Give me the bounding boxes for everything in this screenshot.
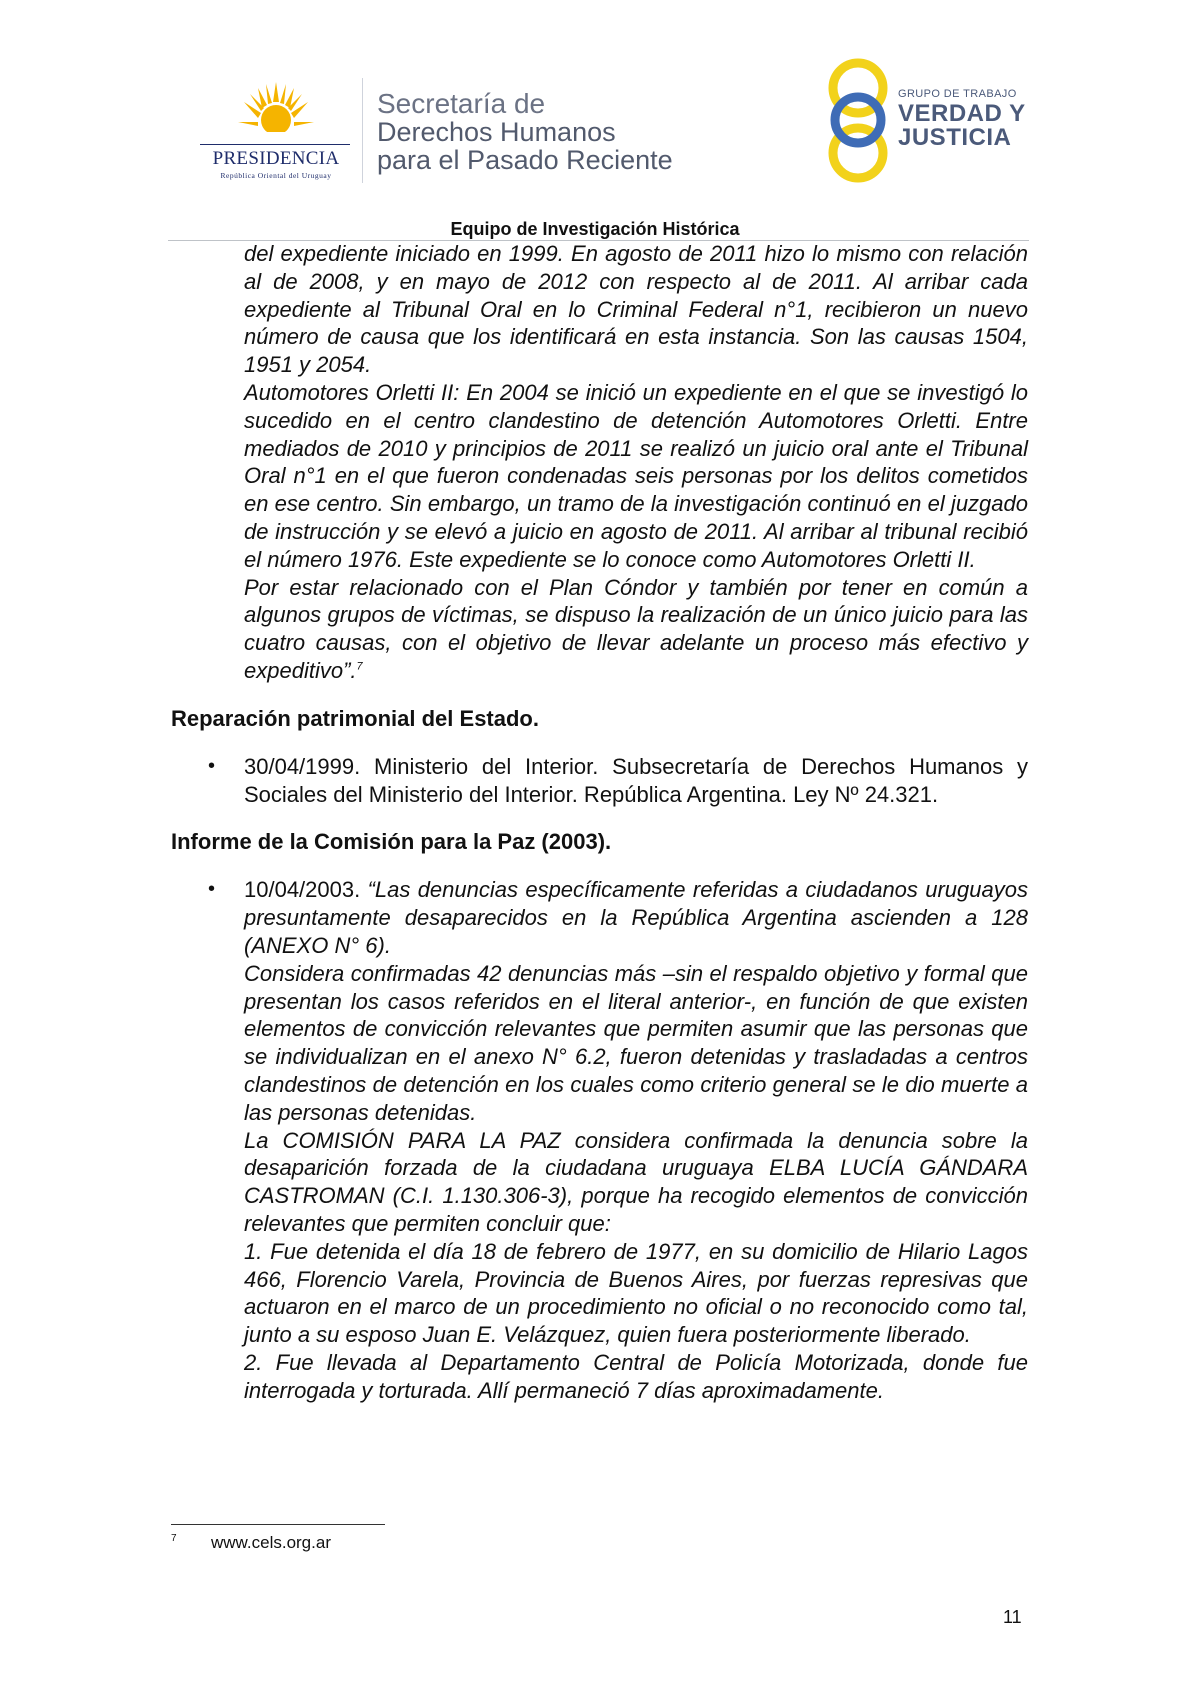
rings-icon [820,58,896,183]
header-divider [362,78,363,183]
presidencia-subtitle: República Oriental del Uruguay [220,171,332,180]
verdad-justicia-title [898,102,1026,150]
presidencia-title: PRESIDENCIA [212,148,340,169]
footnote-link[interactable]: www.cels.org.ar [211,1533,331,1552]
footnote-divider [171,1524,385,1525]
plan-condor-text: Por estar relacionado con el Plan Cóndor y también por tener en común a algunos grupos de víctimas, se dispuso la realización de un único juicio para las cuatro causas, con el objetivo de llevar adelante un proceso más efectivo y expeditivo”. [244,574,1028,683]
footnote-ref: 7 [356,660,363,673]
bullet-quote: “Las denuncias específicamente referidas a ciudadanos uruguayos presuntamente desaparecidos en la República Argentina ascienden a 128 (ANEXO N° 6). [244,877,1028,958]
paragraph-tortura: 2. Fue llevada al Departamento Central de Policía Motorizada, donde fue interrogada y torturada. Allí permaneció 7 días aproximadamente. [244,1349,1028,1403]
verdad-line: VERDAD Y [898,100,1026,127]
paragraph-detencion: 1. Fue detenida el día 18 de febrero de 1977, en su domicilio de Hilario Lagos 466, Florencio Varela, Provincia de Buenos Aires, por fuerzas represivas que actuaron en el marco de un procedimiento no oficial o no reconocido como tal, junto a su esposo Juan E. Velázquez, quien fuera posteriormente liberado. [244,1238,1028,1348]
bullet-comision [244,876,1028,959]
secretaria-line-1: Secretaría de [377,88,546,119]
bullet-ley: 30/04/1999. Ministerio del Interior. Subsecretaría de Derechos Humanos y Sociales del Ministerio del Interior. República Argentina. Ley Nº 24.321. [244,753,1028,807]
grupo-trabajo-label: GRUPO DE TRABAJO [898,88,1017,100]
heading-reparacion: Reparación patrimonial del Estado. [171,705,539,731]
presidencia-logo [196,80,356,180]
bullet-icon: • [208,754,216,777]
list-item [208,876,1028,1404]
secretaria-line-2: Derechos Humanos [377,117,616,147]
bullet-date: 10/04/2003. [244,877,368,903]
document-body [171,240,1028,1404]
heading-comision-paz: Informe de la Comisión para la Paz (2003). [171,829,612,855]
presidencia-divider [200,144,350,145]
footnote-number: 7 [171,1533,177,1544]
list-item [208,753,1028,809]
paragraph-plan-condor [244,574,1028,685]
grupo-trabajo-logo [820,58,1030,183]
paragraph-confirmadas: Considera confirmadas 42 denuncias más –sin el respaldo objetivo y formal que presentan los casos referidos en el literal anterior-, en función de que existen elementos de convicción relevantes que permiten asumir que las personas que se individualizan en el anexo N° 6.2, fueron detenidas y trasladadas a centros clandestinos de detención en los cuales como criterio general se le dio muerte a las personas detenidas. [244,960,1028,1125]
justicia-line: JUSTICIA [898,124,1012,151]
bullet-icon: • [208,878,216,901]
secretaria-logo-text [377,90,673,174]
paragraph-expedientes: del expediente iniciado en 1999. En agosto de 2011 hizo lo mismo con relación al de 2008, y en mayo de 2012 con respecto al de 2011. Al arribar cada expediente al Tribunal Oral en lo Criminal Federal n°1, recibieron un nuevo número de causa que los identificará en esta instancia. Son las causas 1504, 1951 y 2054. [244,241,1028,378]
sun-icon [236,80,316,144]
page-header [0,0,1190,240]
team-title: Equipo de Investigación Histórica [450,219,740,239]
page-number: 11 [1003,1607,1022,1627]
secretaria-line-3: para el Pasado Reciente [377,145,673,175]
paragraph-orletti: Automotores Orletti II: En 2004 se inició un expediente en el que se investigó lo sucedido en el centro clandestino de detención Automotores Orletti. Entre mediados de 2010 y principios de 2011 se realizó un juicio oral ante el Tribunal Oral n°1 en el que fueron condenadas seis personas por los delitos cometidos en ese centro. Sin embargo, un tramo de la investigación continuó en el juzgado de instrucción y se elevó a juicio en agosto de 2011. Al arribar al tribunal recibió el número 1976. Este expediente se lo conoce como Automotores Orletti II. [244,379,1028,572]
paragraph-gandara: La COMISIÓN PARA LA PAZ considera confirmada la denuncia sobre la desaparición forzada de la ciudadana uruguaya ELBA LUCÍA GÁNDARA CASTROMAN (C.I. 1.130.306-3), porque ha recogido elementos de convicción relevantes que permiten concluir que: [244,1127,1028,1236]
